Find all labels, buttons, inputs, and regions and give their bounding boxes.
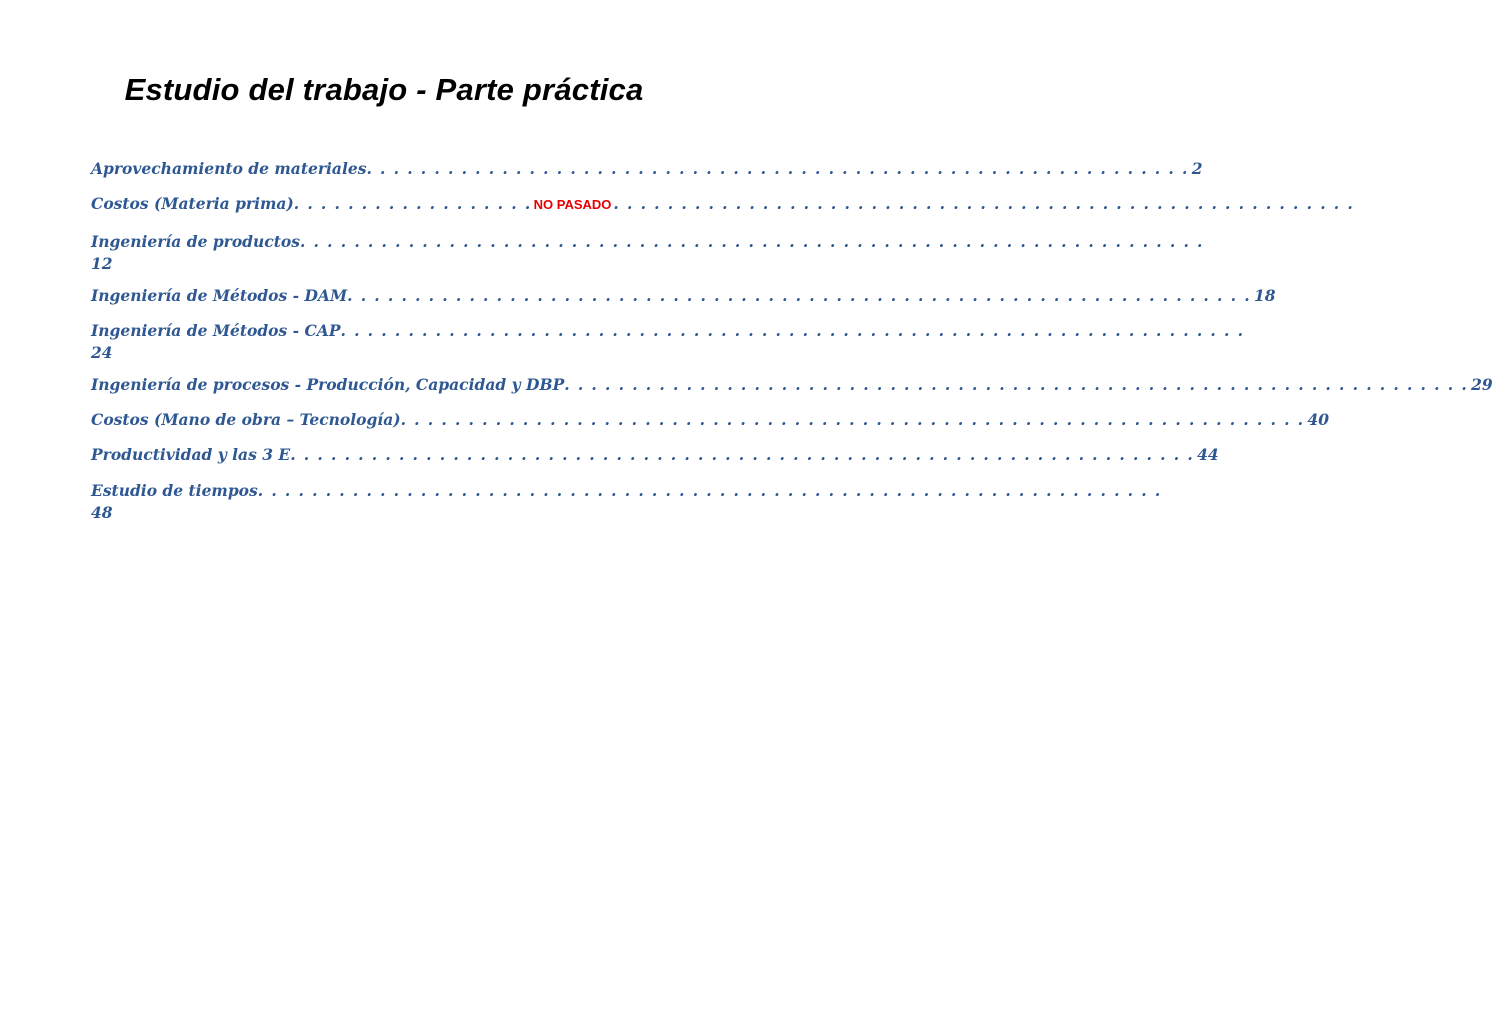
toc-leader-dots: . . . . . . . . . . . . . . . . . . . . . . . . . . . . . . . . . . . . . . . . . . . . . . . . . . . . . . . <box>613 194 1355 213</box>
toc-page-number: 24 <box>91 343 113 362</box>
page-title: Estudio del trabajo - Parte práctica <box>124 72 644 107</box>
toc-entry-label: Ingeniería de Métodos - DAM <box>91 286 348 305</box>
status-badge: NO PASADO <box>533 197 612 212</box>
toc-entry[interactable] <box>91 444 1219 466</box>
toc-entry-label: Ingeniería de Métodos - CAP <box>91 321 341 340</box>
toc-page-number: 2 <box>1191 159 1203 178</box>
toc-leader-dots: . . . . . . . . . . . . . . . . . . . . . . . . . . . . . . . . . . . . . . . . . . . . . . . . . . . . . . . . . . . . . . . . . . . <box>400 410 1305 429</box>
toc-entry-label: Ingeniería de procesos - Producción, Capacidad y DBP <box>91 375 565 394</box>
toc-entry-label: Ingeniería de productos <box>91 232 300 251</box>
toc-entry[interactable] <box>91 409 1330 431</box>
toc-page-number: 12 <box>91 254 113 273</box>
toc-leader-dots: . . . . . . . . . . . . . . . . . . . . . . . . . . . . . . . . . . . . . . . . . . . . . . . . . . . . . . . . . . . . . . . . . . . <box>257 481 1162 500</box>
toc-leader-dots: . . . . . . . . . . . . . . . . . . . . . . . . . . . . . . . . . . . . . . . . . . . . . . . . . . . . . . . . . . . . . . . . . . . <box>299 232 1204 251</box>
toc-leader-dots: . . . . . . . . . . . . . . . . . . . . . . . . . . . . . . . . . . . . . . . . . . . . . . . . . . . . . . . . . . . . . . . . . . . <box>290 445 1195 464</box>
toc-page-number: 18 <box>1254 286 1276 305</box>
toc-entry-label: Costos (Materia prima) <box>91 194 294 213</box>
toc-entry[interactable] <box>91 193 1355 216</box>
toc-leader-dots: . . . . . . . . . . . . . . . . . . . . . . . . . . . . . . . . . . . . . . . . . . . . . . . . . . . . . . . . . . . . . . . . . . . <box>347 286 1252 305</box>
toc-entry[interactable] <box>91 158 1203 180</box>
toc-entry[interactable] <box>91 374 1493 396</box>
toc-entry[interactable] <box>91 480 1162 524</box>
toc-page-number: 29 <box>1471 375 1493 394</box>
toc-entry[interactable] <box>91 231 1204 275</box>
toc-page-number: 44 <box>1197 445 1219 464</box>
toc-leader-dots: . . . . . . . . . . . . . . . . . . . . . . . . . . . . . . . . . . . . . . . . . . . . . . . . . . . . . . . . . . . . . <box>366 159 1189 178</box>
toc-entry[interactable] <box>91 320 1245 364</box>
toc-page-number: 48 <box>91 503 113 522</box>
toc-leader-dots: . . . . . . . . . . . . . . . . . . . . . . . . . . . . . . . . . . . . . . . . . . . . . . . . . . . . . . . . . . . . . . . . . . . <box>564 375 1469 394</box>
toc-entry[interactable] <box>91 285 1276 307</box>
toc-page-number: 40 <box>1307 410 1330 429</box>
toc-leader-dots: . . . . . . . . . . . . . . . . . . <box>293 194 532 213</box>
toc-entry-label: Aprovechamiento de materiales <box>91 159 367 178</box>
toc-entry-label: Productividad y las 3 E <box>91 445 291 464</box>
toc-leader-dots: . . . . . . . . . . . . . . . . . . . . . . . . . . . . . . . . . . . . . . . . . . . . . . . . . . . . . . . . . . . . . . . . . . . <box>340 321 1245 340</box>
toc-entry-label: Costos (Mano de obra – Tecnología) <box>91 410 401 429</box>
toc-entry-label: Estudio de tiempos <box>91 481 258 500</box>
